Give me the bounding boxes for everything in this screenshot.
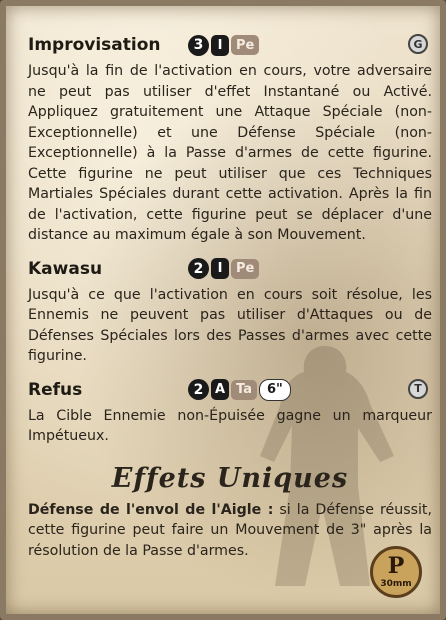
tag-badge: Pe bbox=[231, 35, 259, 55]
technique-name: Improvisation bbox=[28, 35, 161, 55]
technique-name: Refus bbox=[28, 379, 83, 400]
type-badge: I bbox=[211, 258, 229, 279]
technique-description: Jusqu'à la fin de l'activation en cours, votre adversaire ne peut pas utiliser d'effet Instantané ou Activé. Appliquez gratuitement une Attaque Spéciale (non-Exceptionnelle) et une Défense Spéciale (non-Exceptionnelle) à la Passe d'armes de cette figurine. Cette figurine ne peut utiliser que ces Techniques Martiales Spéciales durant cette activation. Après la fin de l'activation, cette figurine peut se déplacer d'une distance au maximum égale à son Mouvement. bbox=[28, 63, 432, 243]
range-badge: 6" bbox=[259, 379, 291, 401]
technique-kawasu bbox=[28, 256, 432, 367]
technique-improvisation bbox=[28, 32, 432, 246]
technique-badges bbox=[188, 379, 291, 401]
technique-description: La Cible Ennemie non-Épuisée gagne un marqueur Impétueux. bbox=[28, 407, 432, 444]
base-size-badge bbox=[370, 546, 422, 598]
g-circle-icon: G bbox=[408, 34, 428, 54]
technique-description: Jusqu'à ce que l'activation en cours soit résolue, les Ennemis ne peuvent pas utiliser d'Attaques ou de Défenses Spéciales lors des Passes d'armes avec cette figurine. bbox=[28, 286, 432, 364]
type-badge: A bbox=[211, 379, 229, 400]
cost-badge: 3 bbox=[188, 35, 209, 56]
unique-effect-description bbox=[28, 500, 432, 562]
technique-name: Kawasu bbox=[28, 258, 103, 279]
tag-badge: Ta bbox=[231, 380, 257, 400]
type-badge: I bbox=[211, 35, 229, 56]
t-circle-icon: T bbox=[408, 379, 428, 399]
base-letter: P bbox=[387, 553, 405, 579]
tag-badge: Pe bbox=[231, 259, 259, 279]
unique-ability-name: Défense de l'envol de l'Aigle : bbox=[28, 501, 274, 518]
unique-ability-text: si la Défense réussit, cette figurine peut faire un Mouvement de 3" après la résolution de la Passe d'armes. bbox=[28, 501, 432, 559]
card-content bbox=[28, 32, 432, 561]
technique-badges bbox=[188, 258, 259, 279]
technique-refus bbox=[28, 377, 432, 447]
technique-badges bbox=[188, 35, 259, 56]
cost-badge: 2 bbox=[188, 379, 209, 400]
unique-effects-title: Effets Uniques bbox=[111, 462, 349, 494]
base-size-label: 30mm bbox=[380, 579, 412, 589]
cost-badge: 2 bbox=[188, 258, 209, 279]
